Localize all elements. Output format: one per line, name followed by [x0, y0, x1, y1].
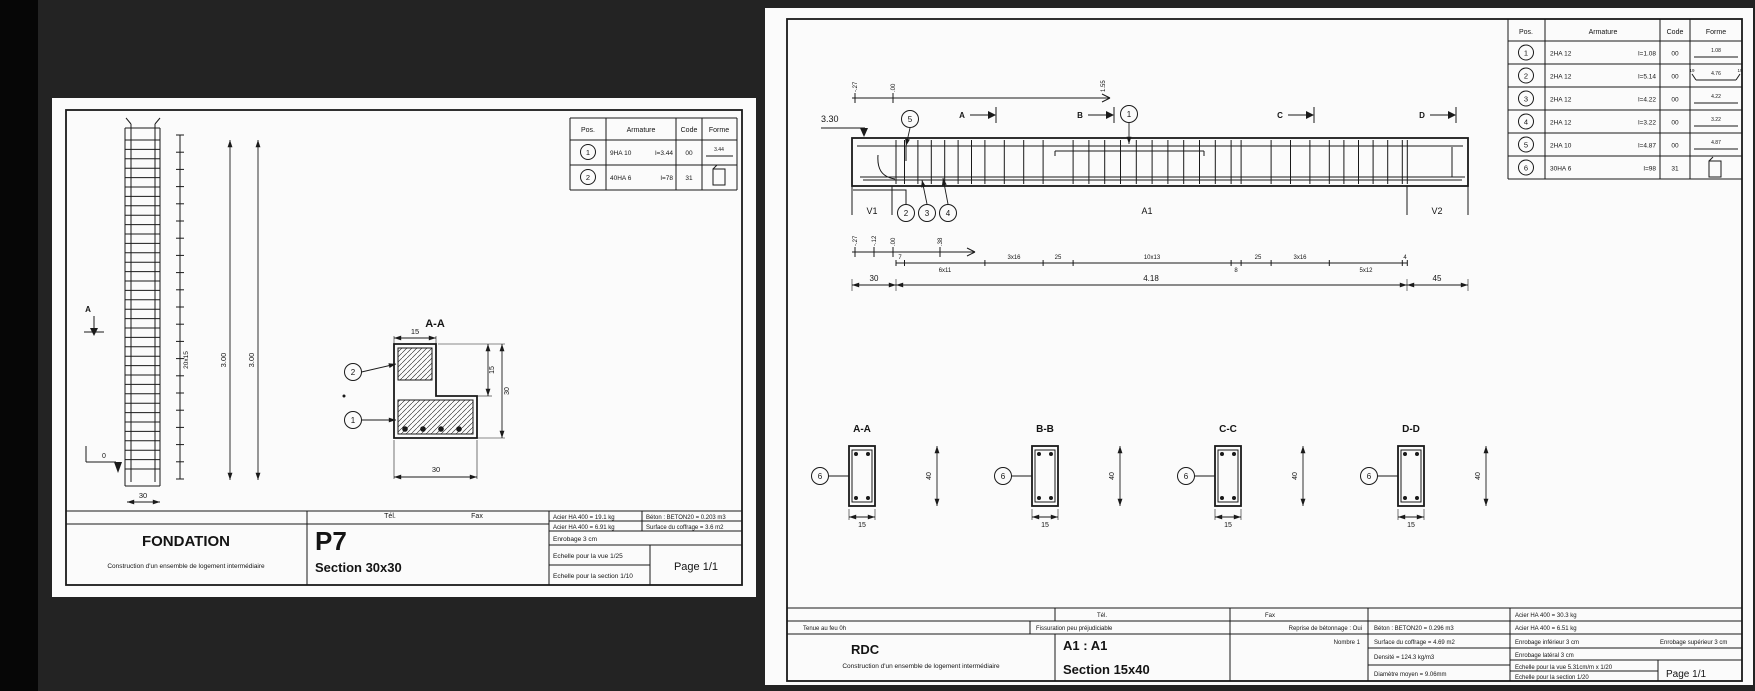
spacing-label: 8: [1234, 268, 1238, 274]
table-header-pos: Pos.: [580, 127, 596, 134]
column-elevation: [84, 118, 258, 502]
spacing-label: 3x16: [1007, 255, 1021, 261]
table-row: [1519, 157, 1722, 177]
axis-label: 1.55: [1101, 80, 1107, 92]
bubble-number: 4: [945, 209, 951, 218]
dim-height: 40: [1292, 472, 1299, 480]
fax-label: Fax: [471, 513, 483, 520]
cut-flag-b: [1077, 107, 1114, 123]
scale-view: Echelle pour la vue 5.31cm/m x 1/20: [1515, 665, 1613, 671]
spacing-label: 6x11: [938, 268, 952, 274]
bubble-number: 5: [907, 115, 913, 124]
section-detail-aa: [343, 318, 512, 479]
table-row: [581, 145, 734, 160]
bubble-number: 6: [1000, 472, 1006, 481]
concrete-volume: Béton : BETON20 = 0.296 m3: [1374, 626, 1454, 632]
bubble-number: 2: [350, 368, 356, 377]
formwork-area: Surface du coffrage = 3.6 m2: [646, 525, 724, 531]
fax-label: Fax: [1265, 613, 1276, 619]
tel-label: Tél.: [384, 513, 396, 520]
spacing-label: 4: [1403, 255, 1407, 261]
cut-flag-c: [1277, 107, 1314, 123]
table-row: [1519, 68, 1743, 83]
rebetting-note: Reprise de bétonnage : Oui: [1288, 626, 1362, 632]
title-block: [66, 511, 742, 585]
row-length: l=5.14: [1638, 73, 1656, 81]
stirrup-glyph: [1709, 161, 1721, 177]
bubble-1: [345, 412, 397, 429]
scale-section: Echelle pour la section 1/10: [553, 573, 633, 580]
section-title: A-A: [853, 424, 871, 435]
project-title: FONDATION: [141, 533, 231, 550]
drawing-sheet-fondation-p7: [52, 98, 756, 597]
row-length: l=3.22: [1638, 119, 1656, 127]
section-title: A-A: [425, 318, 445, 330]
row-length: l=1.08: [1638, 50, 1656, 58]
table-header-pos: Pos.: [1518, 29, 1534, 36]
row-bars: 30HA 6: [1550, 165, 1572, 173]
beam-elevation: [821, 80, 1468, 291]
forme-length-label: 3.22: [1711, 117, 1721, 123]
row-bars: 9HA 10: [610, 150, 632, 157]
section-detail: [812, 424, 938, 529]
dim-left: 30: [869, 274, 879, 283]
row-code: 00: [1671, 73, 1679, 81]
dim-height: 40: [1475, 472, 1482, 480]
table-header-armature: Armature: [626, 127, 656, 134]
row-length: l=78: [660, 175, 673, 182]
row-code: 31: [1671, 165, 1679, 173]
stirrup-glyph: [713, 169, 725, 185]
pos-bubble: 4: [1523, 117, 1529, 127]
avg-diameter: Diamètre moyen = 9.06mm: [1374, 672, 1447, 678]
section-detail: [1361, 424, 1487, 529]
forme-length-label: 4.76: [1711, 71, 1721, 77]
cut-flag-d: [1419, 107, 1456, 123]
dim-width: 15: [1407, 522, 1415, 529]
spacing-label: 10x13: [1143, 255, 1161, 261]
pos-bubble: 6: [1523, 163, 1529, 173]
forme-length-label: 4.22: [1711, 94, 1721, 100]
cut-letter: A: [85, 305, 91, 314]
dim-span: 4.18: [1143, 274, 1159, 283]
cut-letter: A: [959, 111, 965, 120]
dim-right-inner: 15: [489, 366, 496, 374]
bubble-2: [345, 364, 397, 381]
dim-height: 40: [926, 472, 933, 480]
axis-label: -.27: [853, 81, 859, 92]
support-v1-label: V1: [866, 206, 878, 216]
dim-label: 30: [138, 491, 148, 500]
stirrup-spacing-line: [896, 255, 1407, 274]
row-bars: 40HA 6: [610, 175, 632, 182]
row-length: l=3.44: [655, 150, 673, 157]
page-number: Page 1/1: [673, 561, 719, 573]
tel-label: Tél.: [1097, 613, 1108, 619]
section-title: D-D: [1402, 424, 1420, 435]
pos-bubble: 1: [585, 148, 591, 157]
row-code: 00: [1671, 119, 1679, 127]
row-bars: 2HA 12: [1550, 50, 1572, 58]
reference-dot: [343, 395, 346, 398]
forme-length-label: 3.44: [714, 147, 724, 153]
table-row: [581, 165, 726, 185]
bubble-number: 3: [924, 209, 930, 218]
project-description: Construction d'un ensemble de logement intermédiaire: [107, 563, 265, 570]
spacing-label: 25: [1054, 255, 1062, 261]
top-axis: [852, 80, 1110, 103]
row-bars: 2HA 12: [1550, 73, 1572, 81]
table-row: [1519, 45, 1739, 60]
bubble-number: 6: [1366, 472, 1372, 481]
dim-width: 15: [1224, 522, 1232, 529]
support-v2-label: V2: [1431, 206, 1443, 216]
bubble-number: 2: [903, 209, 909, 218]
section-detail: [1178, 424, 1304, 529]
dim-top: 15: [410, 327, 420, 336]
row-length: l=98: [1643, 165, 1656, 173]
element-section: Section 15x40: [1063, 662, 1150, 677]
bubble-number: 1: [1126, 110, 1132, 119]
element-mark: P7: [315, 526, 347, 556]
axis-label: -.12: [872, 235, 878, 246]
mid-axis: [852, 235, 975, 257]
table-header-forme: Forme: [708, 127, 730, 134]
formwork-area: Surface du coffrage = 4.69 m2: [1374, 640, 1455, 646]
steel-main: Acier HA 400 = 30.3 kg: [1515, 613, 1577, 619]
table-header-code: Code: [680, 127, 698, 134]
cut-letter: D: [1419, 111, 1425, 120]
row-length: l=4.22: [1638, 96, 1656, 104]
row-length: l=4.87: [1638, 142, 1656, 150]
steel-main: Acier HA 400 = 19.1 kg: [553, 515, 615, 521]
level-zero-marker: [86, 446, 122, 473]
drawing-sheet-rdc-a1: [765, 8, 1753, 685]
pos-bubble: 2: [1523, 71, 1529, 81]
left-dark-strip: [0, 0, 38, 691]
row-code: 00: [1671, 50, 1679, 58]
table-row: [1519, 91, 1739, 106]
stirrup-tick-line: [176, 135, 184, 479]
bubble-number: 6: [817, 472, 823, 481]
table-row: [1519, 114, 1739, 129]
cover-top: Enrobage supérieur 3 cm: [1660, 640, 1728, 646]
main-dim-line: [852, 274, 1468, 291]
dim-width: 15: [1041, 522, 1049, 529]
level-label: 0: [102, 453, 106, 460]
dim-width: 15: [858, 522, 866, 529]
table-header-code: Code: [1666, 29, 1684, 36]
level-label: 3.30: [821, 114, 839, 124]
fire-rating: Tenue au feu 0h: [803, 626, 847, 632]
height-dim-label: 3.00: [247, 352, 256, 368]
forme-length-label: 1.08: [1711, 48, 1721, 54]
dim-right-outer: 30: [504, 387, 511, 395]
bubble-number: 6: [1183, 472, 1189, 481]
pos-bubble: 2: [585, 173, 591, 182]
section-detail: [995, 424, 1121, 529]
element-mark: A1 : A1: [1063, 638, 1108, 653]
table-header-armature: Armature: [1588, 29, 1618, 36]
density: Densité = 124.3 kg/m3: [1374, 655, 1435, 661]
pos-bubble: 5: [1523, 140, 1529, 150]
row-code: 00: [685, 150, 693, 157]
forme-hook-label: 19: [1737, 68, 1743, 73]
scale-section: Echelle pour la section 1/20: [1515, 675, 1589, 681]
axis-label: -.27: [853, 235, 859, 246]
section-title: C-C: [1219, 424, 1237, 435]
cut-letter: C: [1277, 111, 1283, 120]
forme-length-label: 4.87: [1711, 140, 1721, 146]
project-description: Construction d'un ensemble de logement intermédiaire: [842, 663, 1000, 670]
span-a1-label: A1: [1141, 206, 1153, 216]
level-marker: [821, 114, 868, 137]
row-code: 31: [685, 175, 693, 182]
left-drawing: [52, 98, 756, 597]
bubble-4: [940, 178, 957, 222]
steel-stirrups: Acier HA 400 = 6.91 kg: [553, 525, 615, 531]
base-width-dim: [127, 491, 160, 502]
page-number: Page 1/1: [1666, 669, 1707, 680]
cover-side: Enrobage latéral 3 cm: [1515, 653, 1574, 659]
cut-letter: B: [1077, 111, 1083, 120]
steel-stirrups: Acier HA 400 = 6.51 kg: [1515, 626, 1577, 632]
spacing-label: 5x12: [1359, 268, 1373, 274]
title-block: [787, 608, 1742, 681]
rebar-table: [570, 118, 737, 190]
table-row: [1519, 137, 1739, 152]
row-bars: 2HA 10: [1550, 142, 1572, 150]
sheet-border: [787, 19, 1742, 681]
spacing-label: 25: [1254, 255, 1262, 261]
dim-right: 45: [1432, 274, 1442, 283]
pos-bubble: 1: [1523, 48, 1529, 58]
element-section: Section 30x30: [315, 560, 402, 575]
cut-flag-a: [959, 107, 996, 123]
row-code: 00: [1671, 96, 1679, 104]
scale-view: Echelle pour la vue 1/25: [553, 553, 623, 560]
height-dim-label: 3.00: [219, 352, 228, 368]
right-drawing: [765, 8, 1753, 685]
concrete-volume: Béton : BETON20 = 0.203 m3: [646, 515, 726, 521]
spacing-label: 7: [898, 255, 902, 261]
stirrup-distribution-label: 20x15: [183, 351, 190, 369]
row-bars: 2HA 12: [1550, 96, 1572, 104]
axis-label: .00: [891, 83, 897, 92]
bubble-2: [898, 205, 915, 222]
forme-hook-label: 19: [1689, 68, 1695, 73]
spacing-label: 3x16: [1293, 255, 1307, 261]
axis-label: .00: [891, 237, 897, 246]
bubble-number: 1: [350, 416, 356, 425]
project-title: RDC: [851, 642, 880, 657]
cover-note: Enrobage 3 cm: [553, 536, 598, 543]
cracking-note: Fissuration peu préjudiciable: [1036, 626, 1113, 632]
cover-bottom: Enrobage inférieur 3 cm: [1515, 640, 1580, 646]
dim-height: 40: [1109, 472, 1116, 480]
dim-bottom: 30: [431, 465, 441, 474]
count-label: Nombre 1: [1333, 640, 1360, 646]
row-bars: 2HA 12: [1550, 119, 1572, 127]
table-header-forme: Forme: [1705, 29, 1727, 36]
section-cut-marker-a: [84, 305, 104, 336]
row-code: 00: [1671, 142, 1679, 150]
rebar-table: [1508, 19, 1743, 179]
section-title: B-B: [1036, 424, 1054, 435]
pos-bubble: 3: [1523, 94, 1529, 104]
axis-label: .38: [938, 237, 944, 246]
